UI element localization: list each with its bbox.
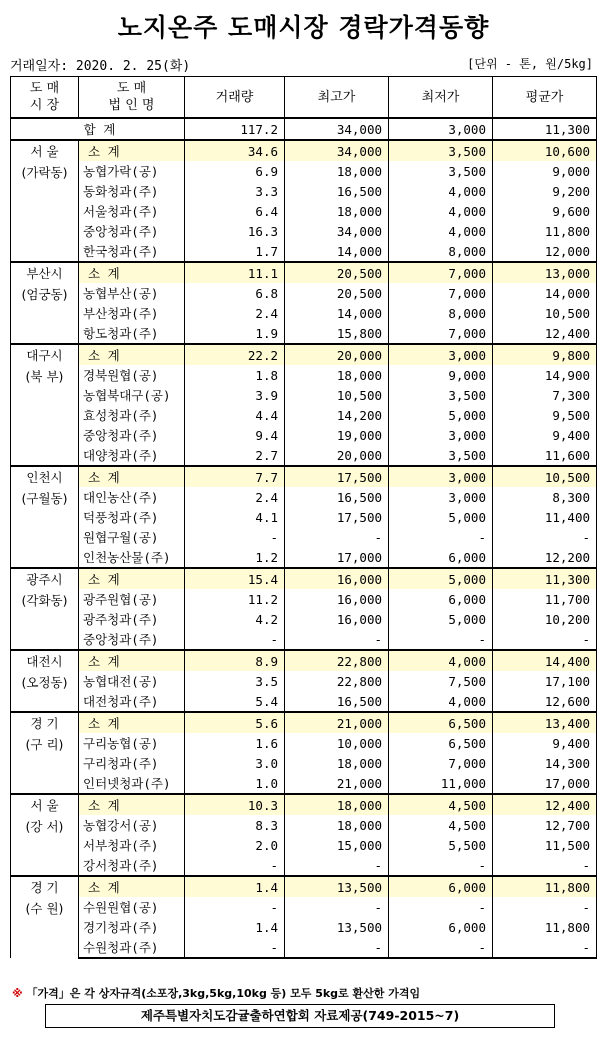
header-row: [11, 77, 597, 119]
min-price-cell: 7,000: [389, 283, 493, 303]
header-company: 도 매 법 인 명: [79, 77, 185, 119]
min-price-cell: 6,000: [389, 547, 493, 568]
company-name: 광주원협(공): [79, 589, 185, 609]
avg-price-cell: 12,200: [493, 547, 597, 568]
subtotal-row: [11, 794, 597, 815]
max-price-cell: 18,000: [285, 365, 389, 385]
total-max: 34,000: [285, 118, 389, 140]
company-name: 소 계: [79, 794, 185, 815]
avg-price-cell: 14,900: [493, 365, 597, 385]
volume-cell: 6.9: [185, 161, 285, 181]
volume-cell: 6.4: [185, 201, 285, 221]
avg-price-cell: 10,600: [493, 140, 597, 161]
min-price-cell: 5,000: [389, 568, 493, 589]
volume-cell: 3.0: [185, 753, 285, 773]
table-row: [11, 609, 597, 629]
market-region-name: 인천시: [26, 470, 63, 485]
company-name: 한국청과(주): [79, 241, 185, 262]
max-price-cell: 21,000: [285, 712, 389, 733]
min-price-cell: 3,500: [389, 445, 493, 466]
market-region-district: (강 서): [25, 819, 64, 834]
max-price-cell: 14,000: [285, 303, 389, 323]
avg-price-cell: 11,700: [493, 589, 597, 609]
volume-cell: 5.6: [185, 712, 285, 733]
header-volume: 거래량: [185, 77, 285, 119]
header-max-price: 최고가: [285, 77, 389, 119]
table-row: [11, 405, 597, 425]
volume-cell: 16.3: [185, 221, 285, 241]
company-name: 소 계: [79, 140, 185, 161]
market-region: [11, 794, 79, 876]
company-name: 효성청과(주): [79, 405, 185, 425]
max-price-cell: 34,000: [285, 221, 389, 241]
company-name: 항도청과(주): [79, 323, 185, 344]
avg-price-cell: 9,800: [493, 344, 597, 365]
total-label: 합 계: [11, 118, 185, 140]
market-region-district: (수 원): [25, 901, 64, 916]
max-price-cell: 17,500: [285, 466, 389, 487]
volume-cell: 1.6: [185, 733, 285, 753]
header-min-price: 최저가: [389, 77, 493, 119]
market-region-district: (가락동): [21, 165, 68, 180]
market-region: [11, 344, 79, 466]
max-price-cell: 20,500: [285, 262, 389, 283]
table-row: [11, 283, 597, 303]
volume-cell: 34.6: [185, 140, 285, 161]
company-name: 소 계: [79, 876, 185, 897]
max-price-cell: 22,800: [285, 650, 389, 671]
min-price-cell: 6,000: [389, 917, 493, 937]
volume-cell: 1.8: [185, 365, 285, 385]
price-table: [10, 76, 597, 959]
min-price-cell: 11,000: [389, 773, 493, 794]
max-price-cell: 18,000: [285, 794, 389, 815]
volume-cell: 11.2: [185, 589, 285, 609]
table-row: [11, 445, 597, 466]
table-row: [11, 323, 597, 344]
max-price-cell: 20,000: [285, 344, 389, 365]
company-name: 중앙청과(주): [79, 221, 185, 241]
avg-price-cell: 7,300: [493, 385, 597, 405]
company-name: 소 계: [79, 568, 185, 589]
market-region: [11, 568, 79, 650]
max-price-cell: 15,000: [285, 835, 389, 855]
table-row: [11, 629, 597, 650]
min-price-cell: 5,000: [389, 405, 493, 425]
table-row: [11, 855, 597, 876]
avg-price-cell: 14,000: [493, 283, 597, 303]
table-row: [11, 733, 597, 753]
min-price-cell: 7,000: [389, 262, 493, 283]
min-price-cell: 6,500: [389, 733, 493, 753]
company-name: 광주청과(주): [79, 609, 185, 629]
min-price-cell: 3,500: [389, 161, 493, 181]
company-name: 농협가락(공): [79, 161, 185, 181]
company-name: 소 계: [79, 262, 185, 283]
avg-price-cell: 9,400: [493, 733, 597, 753]
max-price-cell: 19,000: [285, 425, 389, 445]
volume-cell: 1.9: [185, 323, 285, 344]
min-price-cell: 5,000: [389, 609, 493, 629]
min-price-cell: 3,500: [389, 140, 493, 161]
volume-cell: 2.0: [185, 835, 285, 855]
min-price-cell: 4,500: [389, 815, 493, 835]
subtotal-row: [11, 466, 597, 487]
max-price-cell: -: [285, 937, 389, 958]
min-price-cell: 6,000: [389, 589, 493, 609]
max-price-cell: 14,200: [285, 405, 389, 425]
max-price-cell: 16,000: [285, 568, 389, 589]
company-name: 부산청과(주): [79, 303, 185, 323]
max-price-cell: 13,500: [285, 917, 389, 937]
market-region: [11, 466, 79, 568]
market-region: [11, 262, 79, 344]
avg-price-cell: 9,400: [493, 425, 597, 445]
market-region-district: (각화동): [21, 593, 68, 608]
market-region-district: (구월동): [21, 491, 68, 506]
volume-cell: 8.9: [185, 650, 285, 671]
company-name: 경기청과(주): [79, 917, 185, 937]
table-row: [11, 917, 597, 937]
max-price-cell: 21,000: [285, 773, 389, 794]
company-name: 농협대전(공): [79, 671, 185, 691]
subtotal-row: [11, 876, 597, 897]
company-name: 서울청과(주): [79, 201, 185, 221]
table-row: [11, 691, 597, 712]
company-name: 덕풍청과(주): [79, 507, 185, 527]
table-row: [11, 547, 597, 568]
volume-cell: 2.7: [185, 445, 285, 466]
max-price-cell: 22,800: [285, 671, 389, 691]
max-price-cell: 17,500: [285, 507, 389, 527]
max-price-cell: 18,000: [285, 815, 389, 835]
min-price-cell: 4,000: [389, 691, 493, 712]
volume-cell: 10.3: [185, 794, 285, 815]
max-price-cell: 10,500: [285, 385, 389, 405]
volume-cell: 2.4: [185, 303, 285, 323]
table-row: [11, 487, 597, 507]
market-region-district: (북 부): [25, 369, 64, 384]
avg-price-cell: 11,400: [493, 507, 597, 527]
min-price-cell: -: [389, 527, 493, 547]
market-region-district: (엄궁동): [21, 287, 68, 302]
page-title: 노지온주 도매시장 경락가격동향: [117, 13, 490, 42]
avg-price-cell: 12,700: [493, 815, 597, 835]
avg-price-cell: 8,300: [493, 487, 597, 507]
company-name: 소 계: [79, 466, 185, 487]
max-price-cell: 14,000: [285, 241, 389, 262]
market-region-name: 경 기: [30, 880, 59, 895]
table-row: [11, 897, 597, 917]
volume-cell: 7.7: [185, 466, 285, 487]
market-region-name: 광주시: [26, 572, 63, 587]
market-region: [11, 876, 79, 958]
company-name: 강서청과(주): [79, 855, 185, 876]
trade-date: 거래일자: 2020. 2. 25(화): [10, 59, 191, 74]
market-region-district: (구 리): [25, 737, 64, 752]
min-price-cell: -: [389, 897, 493, 917]
volume-cell: 1.0: [185, 773, 285, 794]
table-row: [11, 937, 597, 958]
avg-price-cell: 11,600: [493, 445, 597, 466]
min-price-cell: 3,000: [389, 425, 493, 445]
total-avg: 11,300: [493, 118, 597, 140]
max-price-cell: 16,500: [285, 691, 389, 712]
table-row: [11, 671, 597, 691]
subtotal-row: [11, 140, 597, 161]
market-region-name: 대구시: [26, 348, 63, 363]
total-min: 3,000: [389, 118, 493, 140]
volume-cell: 3.5: [185, 671, 285, 691]
max-price-cell: 16,500: [285, 181, 389, 201]
avg-price-cell: 11,800: [493, 917, 597, 937]
table-row: [11, 589, 597, 609]
avg-price-cell: 13,000: [493, 262, 597, 283]
avg-price-cell: 12,400: [493, 794, 597, 815]
max-price-cell: 13,500: [285, 876, 389, 897]
company-name: 대양청과(주): [79, 445, 185, 466]
avg-price-cell: 12,600: [493, 691, 597, 712]
source-credit: 제주특별자치도감귤출하연합회 자료제공(749-2015~7): [45, 1004, 555, 1028]
min-price-cell: 3,000: [389, 466, 493, 487]
min-price-cell: 8,000: [389, 241, 493, 262]
company-name: 인천농산물(주): [79, 547, 185, 568]
table-row: [11, 507, 597, 527]
company-name: 수원원협(공): [79, 897, 185, 917]
avg-price-cell: 11,800: [493, 876, 597, 897]
avg-price-cell: 12,000: [493, 241, 597, 262]
avg-price-cell: -: [493, 629, 597, 650]
volume-cell: 11.1: [185, 262, 285, 283]
subtotal-row: [11, 262, 597, 283]
avg-price-cell: -: [493, 897, 597, 917]
market-region-name: 서 울: [30, 144, 59, 159]
volume-cell: -: [185, 897, 285, 917]
avg-price-cell: 17,000: [493, 773, 597, 794]
market-region: [11, 712, 79, 794]
company-name: 농협북대구(공): [79, 385, 185, 405]
footnote-text: 「가격」은 각 상자규격(소포장,3kg,5kg,10kg 등) 모두 5kg로 환산한 가격임: [22, 987, 421, 1000]
max-price-cell: 34,000: [285, 140, 389, 161]
avg-price-cell: 12,400: [493, 323, 597, 344]
volume-cell: -: [185, 937, 285, 958]
min-price-cell: 4,000: [389, 181, 493, 201]
table-row: [11, 815, 597, 835]
max-price-cell: 17,000: [285, 547, 389, 568]
market-region: [11, 650, 79, 712]
company-name: 대인농산(주): [79, 487, 185, 507]
max-price-cell: -: [285, 897, 389, 917]
volume-cell: 5.4: [185, 691, 285, 712]
min-price-cell: -: [389, 629, 493, 650]
volume-cell: 8.3: [185, 815, 285, 835]
max-price-cell: 20,500: [285, 283, 389, 303]
company-name: 소 계: [79, 712, 185, 733]
table-row: [11, 773, 597, 794]
volume-cell: 1.7: [185, 241, 285, 262]
avg-price-cell: -: [493, 937, 597, 958]
volume-cell: -: [185, 855, 285, 876]
table-row: [11, 365, 597, 385]
avg-price-cell: 14,300: [493, 753, 597, 773]
company-name: 경북원협(공): [79, 365, 185, 385]
header-avg-price: 평균가: [493, 77, 597, 119]
volume-cell: 3.9: [185, 385, 285, 405]
footnote-mark: ※: [12, 987, 23, 1000]
avg-price-cell: -: [493, 855, 597, 876]
min-price-cell: 7,500: [389, 671, 493, 691]
volume-cell: -: [185, 527, 285, 547]
max-price-cell: 16,000: [285, 609, 389, 629]
volume-cell: 15.4: [185, 568, 285, 589]
volume-cell: 22.2: [185, 344, 285, 365]
max-price-cell: 16,500: [285, 487, 389, 507]
max-price-cell: 15,800: [285, 323, 389, 344]
avg-price-cell: 11,500: [493, 835, 597, 855]
market-region-name: 경 기: [30, 716, 59, 731]
min-price-cell: 4,000: [389, 221, 493, 241]
table-row: [11, 753, 597, 773]
volume-cell: 1.4: [185, 876, 285, 897]
avg-price-cell: 13,400: [493, 712, 597, 733]
avg-price-cell: 11,800: [493, 221, 597, 241]
max-price-cell: 18,000: [285, 753, 389, 773]
table-row: [11, 303, 597, 323]
volume-cell: -: [185, 629, 285, 650]
subtotal-row: [11, 650, 597, 671]
volume-cell: 4.4: [185, 405, 285, 425]
company-name: 인터넷청과(주): [79, 773, 185, 794]
volume-cell: 6.8: [185, 283, 285, 303]
volume-cell: 3.3: [185, 181, 285, 201]
avg-price-cell: 11,300: [493, 568, 597, 589]
max-price-cell: 10,000: [285, 733, 389, 753]
table-row: [11, 221, 597, 241]
company-name: 중앙청과(주): [79, 629, 185, 650]
company-name: 구리농협(공): [79, 733, 185, 753]
avg-price-cell: 17,100: [493, 671, 597, 691]
avg-price-cell: -: [493, 527, 597, 547]
avg-price-cell: 10,500: [493, 303, 597, 323]
table-row: [11, 181, 597, 201]
max-price-cell: 16,000: [285, 589, 389, 609]
min-price-cell: 3,000: [389, 344, 493, 365]
min-price-cell: 5,000: [389, 507, 493, 527]
market-region-district: (오정동): [21, 675, 68, 690]
volume-cell: 2.4: [185, 487, 285, 507]
avg-price-cell: 9,200: [493, 181, 597, 201]
table-row: [11, 425, 597, 445]
market-region-name: 서 울: [30, 798, 59, 813]
company-name: 동화청과(주): [79, 181, 185, 201]
min-price-cell: 9,000: [389, 365, 493, 385]
subtotal-row: [11, 712, 597, 733]
table-row: [11, 241, 597, 262]
company-name: 대전청과(주): [79, 691, 185, 712]
unit-label: [단위 - 톤, 원/5kg]: [467, 57, 593, 71]
table-row: [11, 835, 597, 855]
min-price-cell: 3,000: [389, 487, 493, 507]
header-region: 도 매 시 장: [11, 77, 79, 119]
avg-price-cell: 14,400: [493, 650, 597, 671]
avg-price-cell: 9,000: [493, 161, 597, 181]
company-name: 농협강서(공): [79, 815, 185, 835]
min-price-cell: 7,000: [389, 323, 493, 344]
company-name: 수원청과(주): [79, 937, 185, 958]
min-price-cell: 3,500: [389, 385, 493, 405]
volume-cell: 1.4: [185, 917, 285, 937]
company-name: 구리청과(주): [79, 753, 185, 773]
max-price-cell: 18,000: [285, 201, 389, 221]
company-name: 중앙청과(주): [79, 425, 185, 445]
company-name: 소 계: [79, 344, 185, 365]
subtotal-row: [11, 344, 597, 365]
avg-price-cell: 10,200: [493, 609, 597, 629]
volume-cell: 4.1: [185, 507, 285, 527]
min-price-cell: -: [389, 937, 493, 958]
market-region-name: 부산시: [26, 266, 63, 281]
max-price-cell: 20,000: [285, 445, 389, 466]
min-price-cell: 8,000: [389, 303, 493, 323]
min-price-cell: 6,500: [389, 712, 493, 733]
volume-cell: 9.4: [185, 425, 285, 445]
total-volume: 117.2: [185, 118, 285, 140]
min-price-cell: 4,500: [389, 794, 493, 815]
market-region: [11, 140, 79, 262]
market-region-name: 대전시: [26, 654, 63, 669]
volume-cell: 4.2: [185, 609, 285, 629]
min-price-cell: 7,000: [389, 753, 493, 773]
table-row: [11, 385, 597, 405]
company-name: 서부청과(주): [79, 835, 185, 855]
table-row: [11, 527, 597, 547]
footnote: [12, 985, 420, 1001]
min-price-cell: 6,000: [389, 876, 493, 897]
company-name: 농협부산(공): [79, 283, 185, 303]
max-price-cell: -: [285, 855, 389, 876]
max-price-cell: -: [285, 629, 389, 650]
table-row: [11, 201, 597, 221]
max-price-cell: -: [285, 527, 389, 547]
company-name: 원협구월(공): [79, 527, 185, 547]
min-price-cell: 5,500: [389, 835, 493, 855]
min-price-cell: 4,000: [389, 650, 493, 671]
max-price-cell: 18,000: [285, 161, 389, 181]
table-row: [11, 161, 597, 181]
min-price-cell: -: [389, 855, 493, 876]
min-price-cell: 4,000: [389, 201, 493, 221]
avg-price-cell: 9,600: [493, 201, 597, 221]
company-name: 소 계: [79, 650, 185, 671]
total-row: [11, 118, 597, 140]
avg-price-cell: 10,500: [493, 466, 597, 487]
subtotal-row: [11, 568, 597, 589]
avg-price-cell: 9,500: [493, 405, 597, 425]
volume-cell: 1.2: [185, 547, 285, 568]
